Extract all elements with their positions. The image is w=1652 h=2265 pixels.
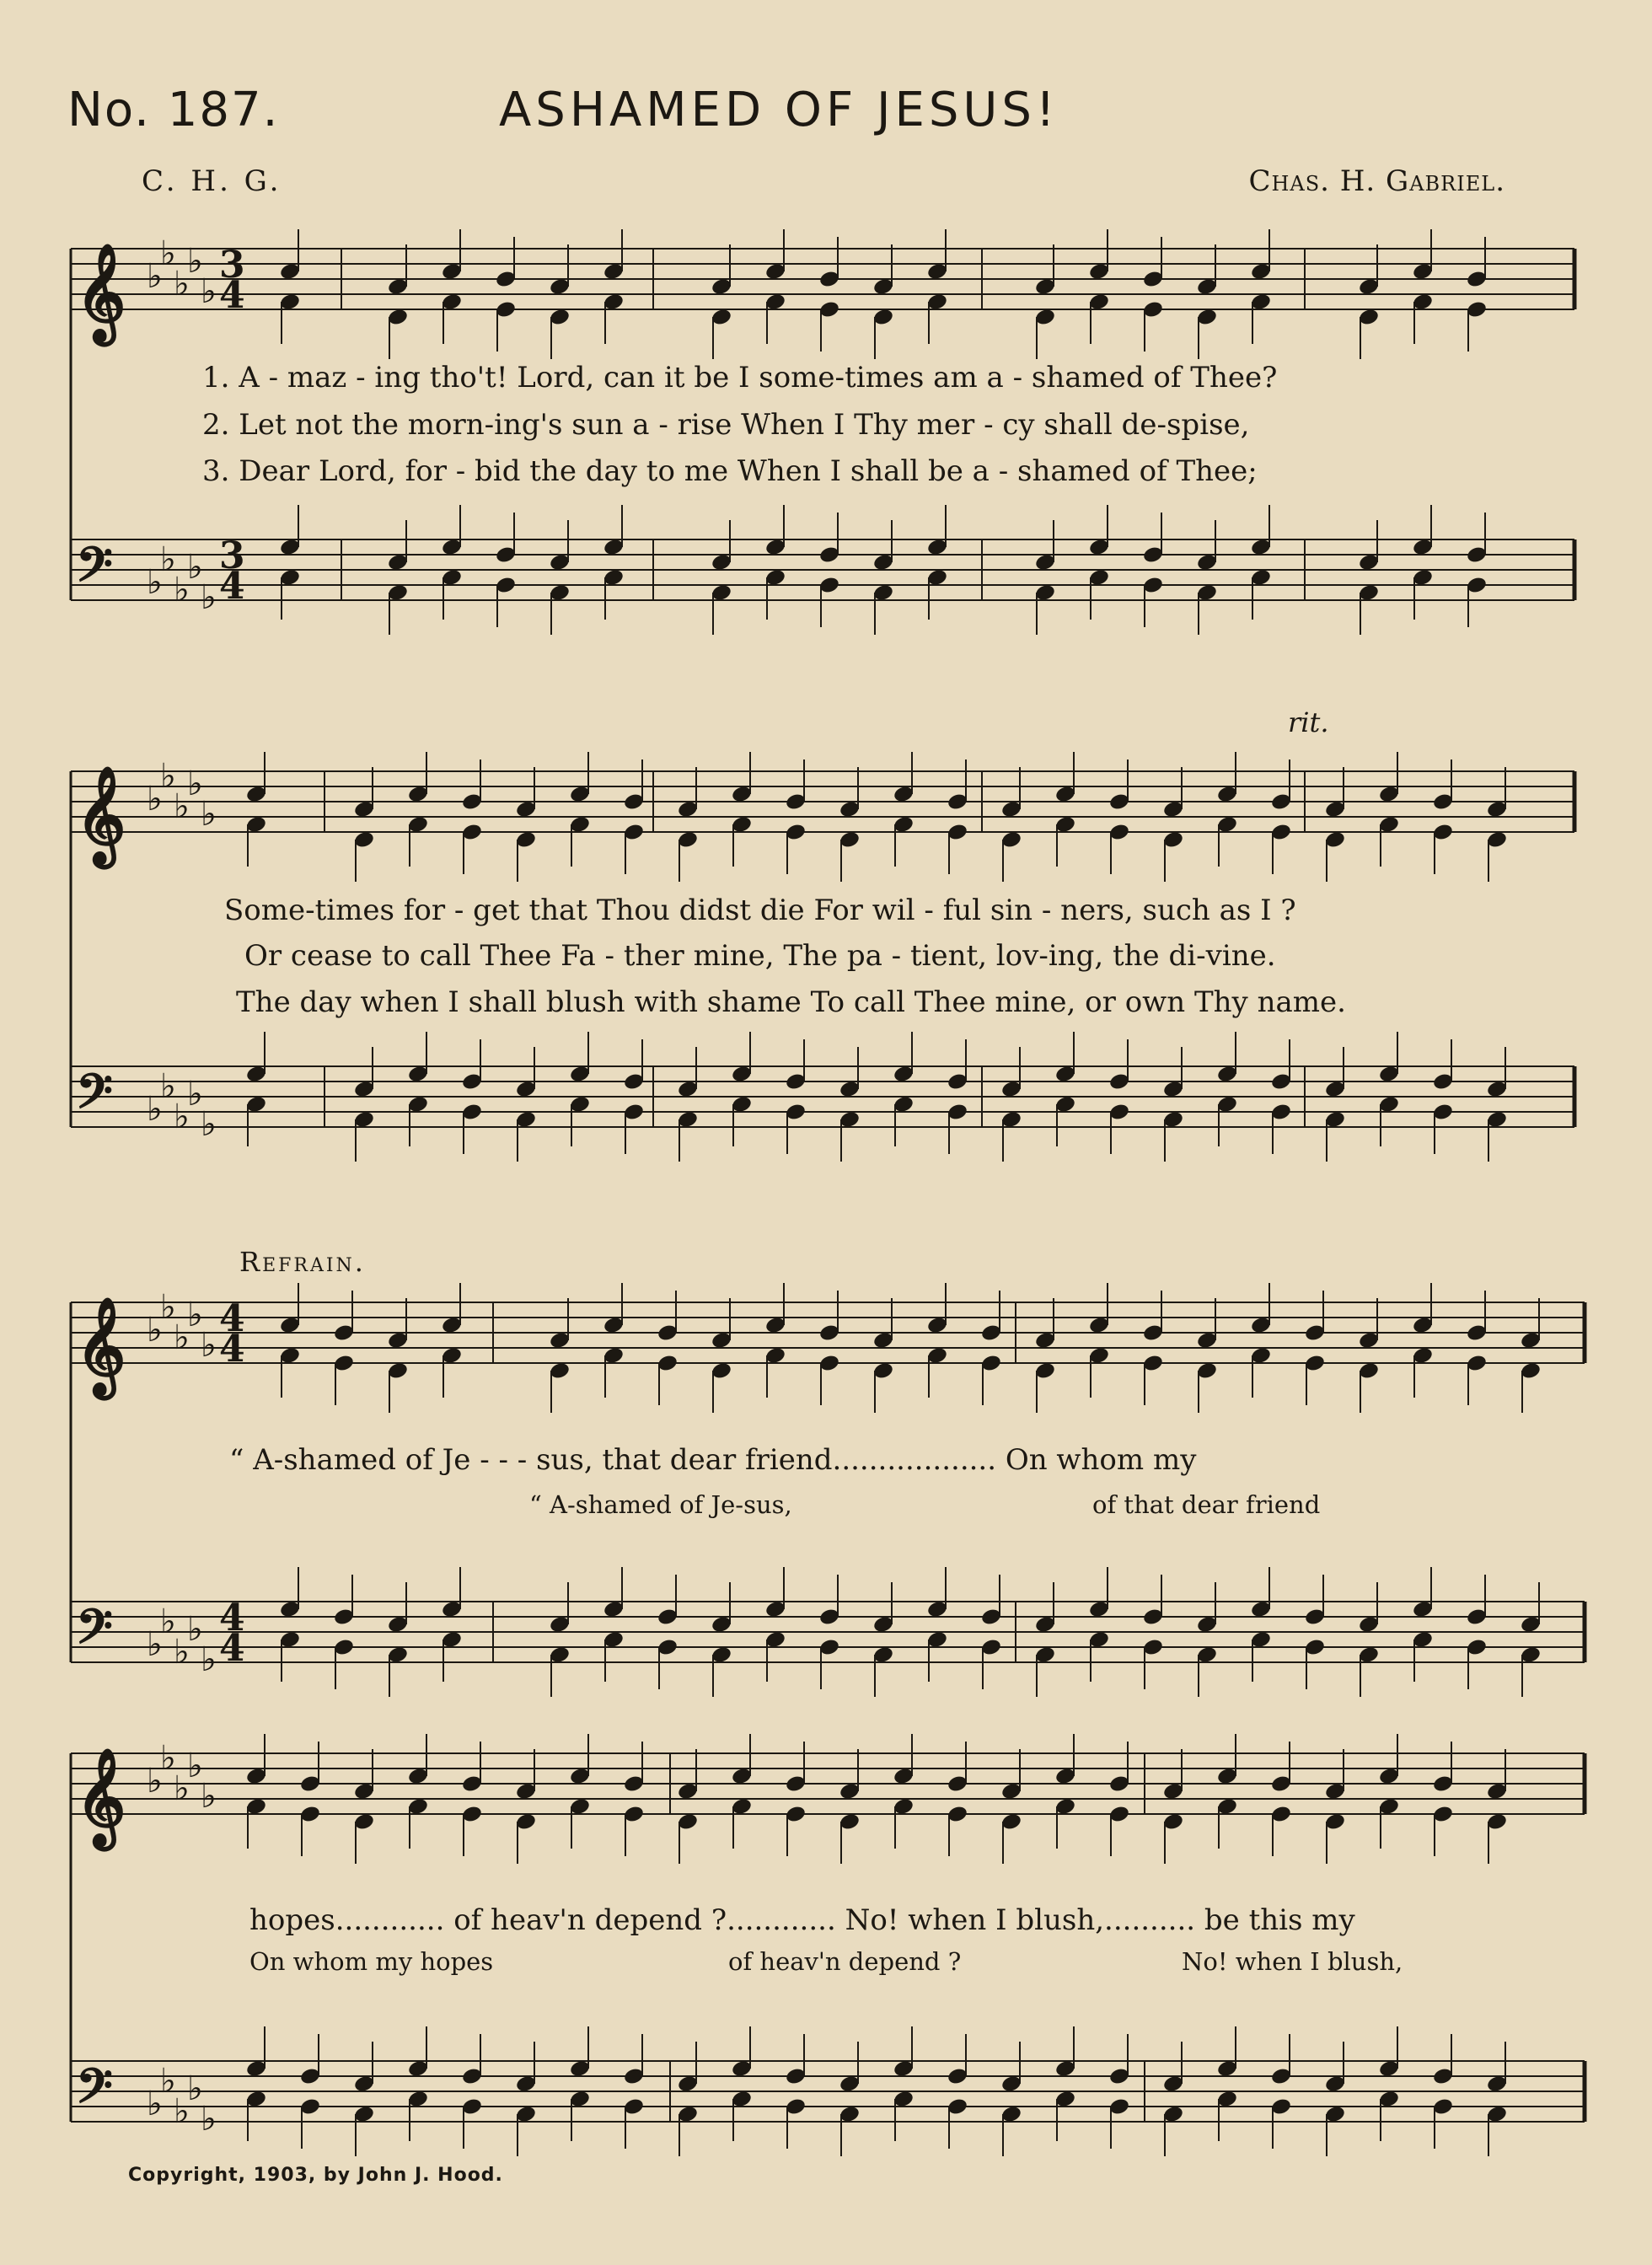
verse1-lyric-line2: Some-times for - get that Thou didst die For wil - ful sin - ners, such as I ? [224,894,1296,927]
key-signature-flat: ♭ [187,547,203,587]
treble-clef: 𝄞 [76,242,126,341]
time-signature-bottom: 4 [219,565,245,608]
key-signature-flat: ♭ [187,2069,203,2108]
time-signature-bottom: 4 [219,1627,245,1670]
key-signature-flat: ♭ [174,786,190,826]
key-signature-flat: ♭ [187,1295,203,1334]
bass-clef: 𝄢 [76,537,113,604]
time-signature-top: 4 [219,1297,245,1340]
time-signature-top: 3 [219,244,245,287]
key-signature-flat: ♭ [160,539,176,579]
verse1-lyric-line1: 1. A - maz - ing tho't! Lord, can it be I some-times am a - shamed of Thee? [202,361,1278,394]
key-signature-flat: ♭ [201,271,217,311]
key-signature-flat: ♭ [147,1761,163,1801]
time-signature-top: 4 [219,1597,245,1640]
key-signature-flat: ♭ [201,1640,217,1679]
key-signature-flat: ♭ [201,2099,217,2139]
refrain-soprano-lyric-line2: hopes............ of heav'n depend ?............ No! when I blush,.......... be this my [249,1903,1355,1937]
key-signature-flat: ♭ [160,1738,176,1778]
key-signature-flat: ♭ [201,794,217,834]
key-signature-flat: ♭ [160,1602,176,1641]
key-signature-flat: ♭ [201,1104,217,1144]
key-signature-flat: ♭ [147,1089,163,1129]
composer-credit: Chas. H. Gabriel. [1248,164,1505,198]
treble-clef: 𝄞 [76,1747,126,1846]
key-signature-flat: ♭ [187,764,203,803]
key-signature-flat: ♭ [201,1776,217,1816]
refrain-label: Refrain. [239,1246,366,1278]
key-signature-flat: ♭ [147,1624,163,1664]
treble-clef: 𝄞 [76,765,126,864]
key-signature-flat: ♭ [201,1325,217,1365]
key-signature-flat: ♭ [147,2084,163,2123]
key-signature-flat: ♭ [174,264,190,303]
key-signature-flat: ♭ [147,562,163,602]
refrain-alto-lyric-line2-a: On whom my hopes [249,1947,494,1976]
bass-clef: 𝄢 [76,1599,113,1667]
key-signature-flat: ♭ [147,256,163,296]
refrain-alto-lyric-line2-c: No! when I blush, [1182,1947,1403,1976]
refrain-alto-lyric-line1-a: “ A-shamed of Je-sus, [529,1490,792,1519]
author-initials: C. H. G. [142,164,282,198]
refrain-alto-lyric-line1-b: of that dear friend [1092,1490,1321,1519]
key-signature-flat: ♭ [201,577,217,617]
ritardando-mark: rit. [1288,706,1329,738]
verse3-lyric-line2: The day when I shall blush with shame To call Thee mine, or own Thy name. [236,985,1346,1019]
verse2-lyric-line1: 2. Let not the morn-ing's sun a - rise When I Thy mer - cy shall de-spise, [202,408,1250,442]
key-signature-flat: ♭ [174,570,190,609]
key-signature-flat: ♭ [147,1310,163,1350]
bass-clef: 𝄢 [76,2058,113,2126]
key-signature-flat: ♭ [187,1074,203,1114]
key-signature-flat: ♭ [160,756,176,796]
time-signature-bottom: 4 [219,1328,245,1371]
key-signature-flat: ♭ [174,1318,190,1357]
key-signature-flat: ♭ [174,1632,190,1672]
key-signature-flat: ♭ [187,1609,203,1649]
key-signature-flat: ♭ [174,2091,190,2131]
refrain-soprano-lyric-line1: “ A-shamed of Je - - - sus, that dear friend.................. On whom my [229,1443,1197,1477]
key-signature-flat: ♭ [187,1746,203,1785]
refrain-alto-lyric-line2-b: of heav'n depend ? [728,1947,962,1976]
treble-clef: 𝄞 [76,1296,126,1395]
key-signature-flat: ♭ [174,1097,190,1136]
key-signature-flat: ♭ [160,2061,176,2101]
key-signature-flat: ♭ [187,241,203,281]
hymn-title: ASHAMED OF JESUS! [499,83,1059,137]
key-signature-flat: ♭ [174,1769,190,1808]
key-signature-flat: ♭ [160,233,176,273]
verse2-lyric-line2: Or cease to call Thee Fa - ther mine, The pa - tient, lov-ing, the di-vine. [244,939,1276,973]
verse3-lyric-line1: 3. Dear Lord, for - bid the day to me When I shall be a - shamed of Thee; [202,454,1258,488]
time-signature-top: 3 [219,534,245,577]
key-signature-flat: ♭ [147,779,163,819]
key-signature-flat: ♭ [160,1066,176,1106]
time-signature-bottom: 4 [219,274,245,317]
copyright-notice: Copyright, 1903, by John J. Hood. [128,2165,503,2186]
bass-clef: 𝄢 [76,1064,113,1131]
hymn-number: No. 187. [67,83,280,137]
key-signature-flat: ♭ [160,1287,176,1327]
